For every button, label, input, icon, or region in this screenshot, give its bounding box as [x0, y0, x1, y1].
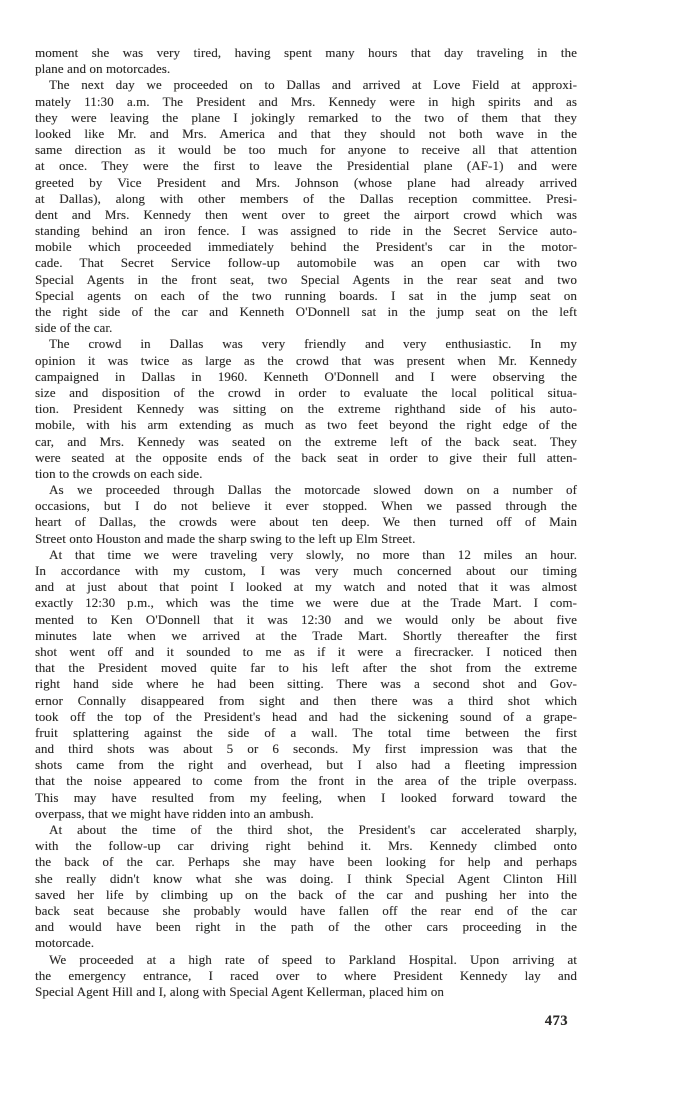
page-number-row	[35, 1012, 577, 1030]
paragraph	[35, 822, 577, 952]
text-line: The crowd in Dallas was very friendly and very enthusiastic. In my	[49, 336, 577, 352]
text-line: ernor Connally disappeared from sight and then there was a third shot which	[35, 692, 577, 708]
text-line: shots came from the right and overhead, but I also had a fleeting impression	[35, 757, 577, 773]
text-line: tion to the crowds on each side.	[35, 465, 203, 481]
text-line: the right side of the car and Kenneth O'Donnell sat in the jump seat on the left	[35, 304, 577, 319]
text-line: dent and Mrs. Kennedy then went over to greet the airport crowd which was	[35, 206, 577, 222]
text-line: Special Agent Hill and I, along with Special Agent Kellerman, placed him on	[35, 983, 444, 999]
text-line: This may have resulted from my feeling, when I looked forward toward the	[35, 789, 577, 805]
paragraph	[35, 547, 577, 822]
text-line: plane and on motorcades.	[35, 61, 171, 77]
text-line: cade. That Secret Service follow-up automobile was an open car with two	[35, 255, 577, 271]
text-line: car, and Mrs. Kennedy was seated on the extreme left of the back seat. They	[35, 433, 577, 449]
text-line: tion. President Kennedy was sitting on the extreme righthand side of his auto-	[35, 401, 577, 417]
text-line: size and disposition of the crowd in order to evaluate the local political situa-	[35, 384, 577, 400]
text-line: shot went off and it sounded to me as if it were a firecracker. I noticed then	[35, 643, 577, 659]
text-line: at Dallas), along with other members of the Dallas reception committee. Presi-	[35, 190, 577, 206]
text-line: minutes late when we arrived at the Trade Mart. Shortly thereafter the first	[35, 627, 577, 643]
text-line: they were leaving the plane I jokingly remarked to the two of them that they	[35, 109, 577, 125]
text-line: overpass, that we might have ridden into an ambush.	[35, 805, 314, 821]
text-line: heart of Dallas, the crowds were about ten deep. We then turned off of Main	[35, 514, 577, 530]
text-line: and would have been right in the path of the other cars proceeding in the	[35, 919, 577, 935]
text-line: with the follow-up car driving right behind it. Mrs. Kennedy climbed onto	[35, 838, 577, 854]
text-line: fruit splattering against the side of a wall. The total time between the first	[35, 724, 577, 740]
text-line: she really didn't know what she was doing. I think Special Agent Clinton Hill	[35, 870, 577, 886]
text-line: campaigned in Dallas in 1960. Kenneth O'Donnell and I were observing the	[35, 368, 577, 384]
text-line: back seat because she probably would have fallen off the rear end of the car	[35, 902, 577, 918]
text-line: took off the top of the President's head and had the sickening sound of a grape-	[35, 708, 577, 724]
text-line: were seated at the opposite ends of the back seat in order to give their full atten-	[35, 449, 577, 465]
text-line: moment she was very tired, having spent many hours that day traveling in the	[35, 45, 577, 60]
page-text	[35, 45, 577, 1000]
text-line: In accordance with my custom, I was very much concerned about our timing	[35, 563, 577, 578]
text-line: motorcade.	[35, 935, 95, 951]
text-line: side of the car.	[35, 320, 113, 336]
text-line: that the President moved quite far to his left after the shot from the extreme	[35, 660, 577, 676]
text-line: standing behind an iron fence. I was assigned to ride in the Secret Service auto-	[35, 223, 577, 239]
paragraph	[35, 336, 577, 482]
page-number: 473	[544, 1013, 568, 1029]
text-line: The next day we proceeded on to Dallas and arrived at Love Field at approxi-	[49, 77, 577, 93]
text-line: mobile, with his arm extending as much as two feet beyond the right edge of the	[35, 417, 577, 433]
text-line: looked like Mr. and Mrs. America and that they should not both wave in the	[35, 125, 577, 141]
text-line: exactly 12:30 p.m., which was the time we were due at the Trade Mart. I com-	[35, 595, 577, 611]
text-line: greeted by Vice President and Mrs. Johnson (whose plane had already arrived	[35, 174, 577, 190]
text-line: At about the time of the third shot, the President's car accelerated sharply,	[49, 822, 577, 837]
paragraph	[35, 77, 577, 336]
text-line: the back of the car. Perhaps she may have been looking for help and perhaps	[35, 854, 577, 870]
text-line: Special agents on each of the two running boards. I sat in the jump seat on	[35, 287, 577, 303]
text-line: and third shots was about 5 or 6 seconds. My first impression was that the	[35, 741, 577, 757]
text-line: same direction as it would be too much for anyone to receive all that attention	[35, 142, 577, 158]
text-line: occasions, but I do not believe it ever stopped. When we passed through the	[35, 498, 577, 514]
text-line: and at just about that point I looked at my watch and noted that it was almost	[35, 579, 577, 595]
text-line: Special Agents in the front seat, two Special Agents in the rear seat and two	[35, 271, 577, 287]
text-line: the emergency entrance, I raced over to where President Kennedy lay and	[35, 967, 577, 983]
text-line: mately 11:30 a.m. The President and Mrs. Kennedy were in high spirits and as	[35, 93, 577, 109]
text-line: opinion it was twice as large as the crowd that was present when Mr. Kennedy	[35, 352, 577, 368]
text-line: at once. They were the first to leave the Presidential plane (AF-1) and were	[35, 158, 577, 174]
text-line: mobile which proceeded immediately behind the President's car in the motor-	[35, 239, 577, 255]
text-line: Street onto Houston and made the sharp swing to the left up Elm Street.	[35, 530, 416, 546]
text-line: saved her life by climbing up on the back of the car and pushing her into the	[35, 886, 577, 902]
text-line: As we proceeded through Dallas the motorcade slowed down on a number of	[49, 482, 577, 498]
text-line: that the noise appeared to come from the front in the area of the triple overpass.	[35, 773, 577, 789]
paragraph	[35, 952, 577, 1001]
paragraph	[35, 45, 577, 77]
text-line: right hand side where he had been sitting. There was a second shot and Gov-	[35, 676, 577, 692]
text-line: We proceeded at a high rate of speed to Parkland Hospital. Upon arriving at	[49, 951, 577, 967]
text-line: mented to Ken O'Donnell that it was 12:30 and we would only be about five	[35, 611, 577, 627]
text-line: At that time we were traveling very slowly, no more than 12 miles an hour.	[49, 546, 577, 562]
paragraph	[35, 482, 577, 547]
